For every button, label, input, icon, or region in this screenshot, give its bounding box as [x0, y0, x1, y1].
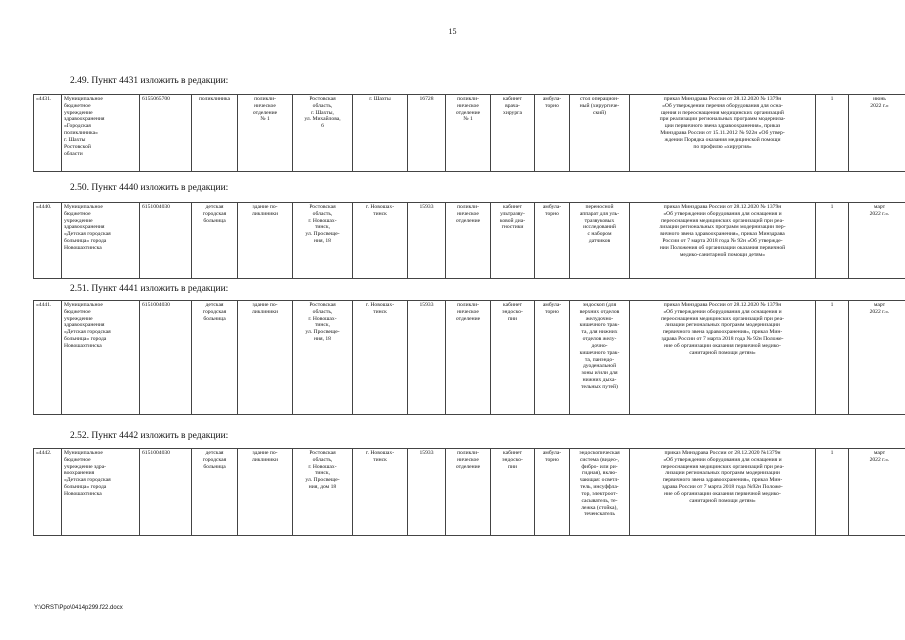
care-mode: амбула- торно: [535, 203, 570, 279]
equipment: эндоскопическая система (видео-, фибро- или ри- гидная), вклю- чающая: осветл- тель, инсуффла- тор, электроот- сасыватель, те- лежка (стойка), теченскатель: [570, 449, 630, 536]
deadline: март 2022 г.».: [849, 301, 905, 415]
table-row: [33, 202, 905, 279]
inn: 6151004030: [140, 203, 192, 279]
quantity: 1: [816, 449, 849, 536]
care-mode: амбула- торно: [535, 301, 570, 415]
department: поликли- ническое отделение: [446, 203, 491, 279]
city: г. Новошах- тинск: [353, 301, 408, 415]
organization-name: Муниципальное бюджетное учреждение здравоохранения «Городская поликлиника» г. Шахты Ростовской области: [62, 95, 140, 172]
code: 15933: [408, 301, 446, 415]
room: кабинет ультразву- ковой диа- гностики: [491, 203, 535, 279]
equipment: стол операцион- ный (хирургиче- ский): [570, 95, 630, 172]
equipment: переносной аппарат для уль- тразвуковых исследований с набором датчиков: [570, 203, 630, 279]
institution-type: поликлиника: [192, 95, 238, 172]
address: Ростовская область, г. Новошах- тинск, ул. Просвеще- ния, дом 18: [293, 449, 353, 536]
table-row: [33, 300, 905, 415]
city: г. Новошах- тинск: [353, 203, 408, 279]
table-row: [33, 94, 905, 172]
care-mode: амбула- торно: [535, 95, 570, 172]
building: здание по- ликлиники: [238, 301, 293, 415]
deadline: июнь 2022 г.»: [849, 95, 905, 172]
item-number: «4440.: [34, 203, 62, 279]
room: кабинет эндоско- пии: [491, 301, 535, 415]
room: кабинет врача- хирурга: [491, 95, 535, 172]
building: поликли- ническое отделение № 1: [238, 95, 293, 172]
item-number: «4431.: [34, 95, 62, 172]
department: поликли- ническое отделение: [446, 301, 491, 415]
code: 16728: [408, 95, 446, 172]
inn: 6151004030: [140, 301, 192, 415]
organization-name: Муниципальное бюджетное учреждение здра- воохранения «Детская городская больница» города Новошахтинска: [62, 449, 140, 536]
inn: 6155065700: [140, 95, 192, 172]
institution-type: детская городская больница: [192, 301, 238, 415]
code: 15933: [408, 203, 446, 279]
institution-type: детская городская больница: [192, 449, 238, 536]
organization-name: Муниципальное бюджетное учреждение здравоохранения «Детская городская больница» города Новошахтинска: [62, 301, 140, 415]
building: здание по- ликлиники: [238, 203, 293, 279]
code: 15933: [408, 449, 446, 536]
organization-name: Муниципальное бюджетное учреждение здравоохранения «Детская городская больница» города Новошахтинска: [62, 203, 140, 279]
equipment: эндоскоп (для верхних отделов желудочно- кишечного трак- та, для нижних отделов желу- дочно- кишечного трак- та, панэндо- дуоденальной зоны и/или для нижних дыха- тельных путей): [570, 301, 630, 415]
department: поликли- ническое отделение № 1: [446, 95, 491, 172]
deadline: март 2022 г.».: [849, 203, 905, 279]
quantity: 1: [816, 203, 849, 279]
item-number: «4441.: [34, 301, 62, 415]
address: Ростовская область, г. Новошах- тинск, ул. Просвеще- ния, 18: [293, 203, 353, 279]
section-heading-2-49: 2.49. Пункт 4431 изложить в редакции:: [70, 76, 229, 86]
legal-basis: приказ Минздрава России от 28.12.2020 № 1379н «Об утверждении перечня оборудования для осна- щения и переоснащения медицинских организаций при реализации региональных программ модерниза- ции первичного звена здравоохранения», приказ Минздрава России от 15.11.2012 № 922н «Об утвер- ждении Порядка оказания медицинской помощи по профилю «хирургия»: [630, 95, 816, 172]
section-heading-2-52: 2.52. Пункт 4442 изложить в редакции:: [70, 431, 229, 441]
file-path-footer: Y:\ORST\Ppo\0414p299.f22.docx: [34, 605, 123, 611]
item-number: «4442.: [34, 449, 62, 536]
legal-basis: приказ Минздрава России от 28.12.2020 № 1379н «Об утверждении оборудования для оснащения и переоснащения медицинских организаций при реа- лизации региональных программ модернизации пер- вичного звена здравоохранения», приказ Минздрава России от 7 марта 2018 года № 92н «Об утвержде- нии Положения об организации оказания первичной медико-санитарной помощи детям»: [630, 203, 816, 279]
department: поликли- ническое отделение: [446, 449, 491, 536]
address: Ростовская область, г. Новошах- тинск, ул. Просвеще- ния, 18: [293, 301, 353, 415]
page-number: 15: [448, 27, 457, 36]
building: здание по- ликлиники: [238, 449, 293, 536]
section-heading-2-51: 2.51. Пункт 4441 изложить в редакции:: [70, 284, 229, 294]
institution-type: детская городская больница: [192, 203, 238, 279]
city: г. Шахты: [353, 95, 408, 172]
address: Ростовская область, г. Шахты, ул. Михайлова, 6: [293, 95, 353, 172]
room: кабинет эндоско- пии: [491, 449, 535, 536]
deadline: март 2022 г.».: [849, 449, 905, 536]
quantity: 1: [816, 95, 849, 172]
inn: 6151004030: [140, 449, 192, 536]
quantity: 1: [816, 301, 849, 415]
section-heading-2-50: 2.50. Пункт 4440 изложить в редакции:: [70, 183, 229, 193]
legal-basis: приказ Минздрава России от 28.12.2020 № 1379н «Об утверждении оборудования для оснащения и переоснащения медицинских организаций при реа- лизации региональных программ модернизации первичного звена здравоохранения», приказ Мин- здрава России от 7 марта 2018 года № 92н Положе- ние об организации оказания первичной медико- санитарной помощи детям»: [630, 301, 816, 415]
table-row: [33, 448, 905, 536]
legal-basis: приказ Минздрава России от 28.12.2020 №1379н «Об утверждении оборудования для оснащения и переоснащения медицинских организаций при реа- лизации региональных программ модернизации первичного звена здравоохранения», приказ Мин- здрава России от 7 марта 2018 года №92н Положе- ние об организации оказания первичной медико- санитарной помощи детям»: [630, 449, 816, 536]
city: г. Новошах- тинск: [353, 449, 408, 536]
care-mode: амбула- торно: [535, 449, 570, 536]
